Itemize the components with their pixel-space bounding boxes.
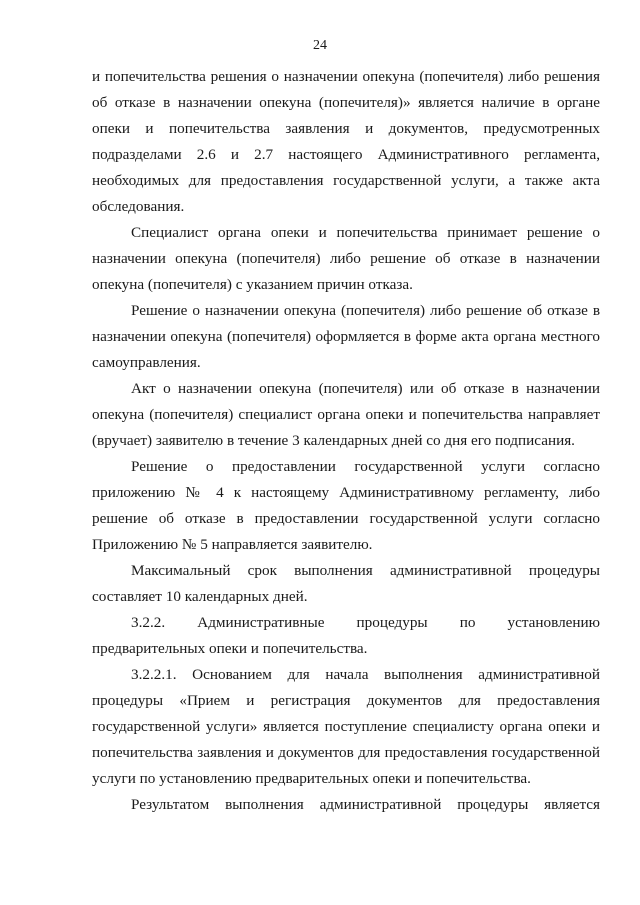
paragraph: Максимальный срок выполнения административной процедуры составляет 10 календарных дней. [92, 562, 600, 605]
paragraph: Решение о назначении опекуна (попечителя) либо решение об отказе в назначении опекуна (попечителя) оформляется в форме акта органа местного самоуправления. [92, 302, 600, 371]
paragraph-continuation: и попечительства решения о назначении опекуна (попечителя) либо решения об отказе в назначении опекуна (попечителя)» является наличие в органе опеки и попечительства заявления и документов, предусмотренных подразделами 2.6 и 2.7 настоящего Административного регламента, необходимых для предоставления государственной услуги, а также акта обследования. [92, 68, 600, 215]
section-heading-3-2-2: 3.2.2. Административные процедуры по установлению предварительных опеки и попечительства. [92, 614, 600, 657]
document-body [92, 64, 600, 818]
page-number: 24 [313, 38, 327, 53]
paragraph: Специалист органа опеки и попечительства принимает решение о назначении опекуна (попечителя) либо решение об отказе в назначении опекуна (попечителя) с указанием причин отказа. [92, 224, 600, 293]
paragraph: 3.2.2.1. Основанием для начала выполнения административной процедуры «Прием и регистрация документов для предоставления государственной услуги» является поступление специалисту органа опеки и попечительства заявления и документов для предоставления государственной услуги по установлению предварительных опеки и попечительства. [92, 666, 600, 787]
paragraph: Решение о предоставлении государственной услуги согласно приложению № 4 к настоящему Административному регламенту, либо решение об отказе в предоставлении государственной услуги согласно Приложению № 5 направляется заявителю. [92, 458, 600, 553]
paragraph-truncated: Результатом выполнения административной процедуры является [131, 796, 600, 813]
paragraph: Акт о назначении опекуна (попечителя) или об отказе в назначении опекуна (попечителя) специалист органа опеки и попечительства направляет (вручает) заявителю в течение 3 календарных дней со дня его подписания. [92, 380, 600, 449]
